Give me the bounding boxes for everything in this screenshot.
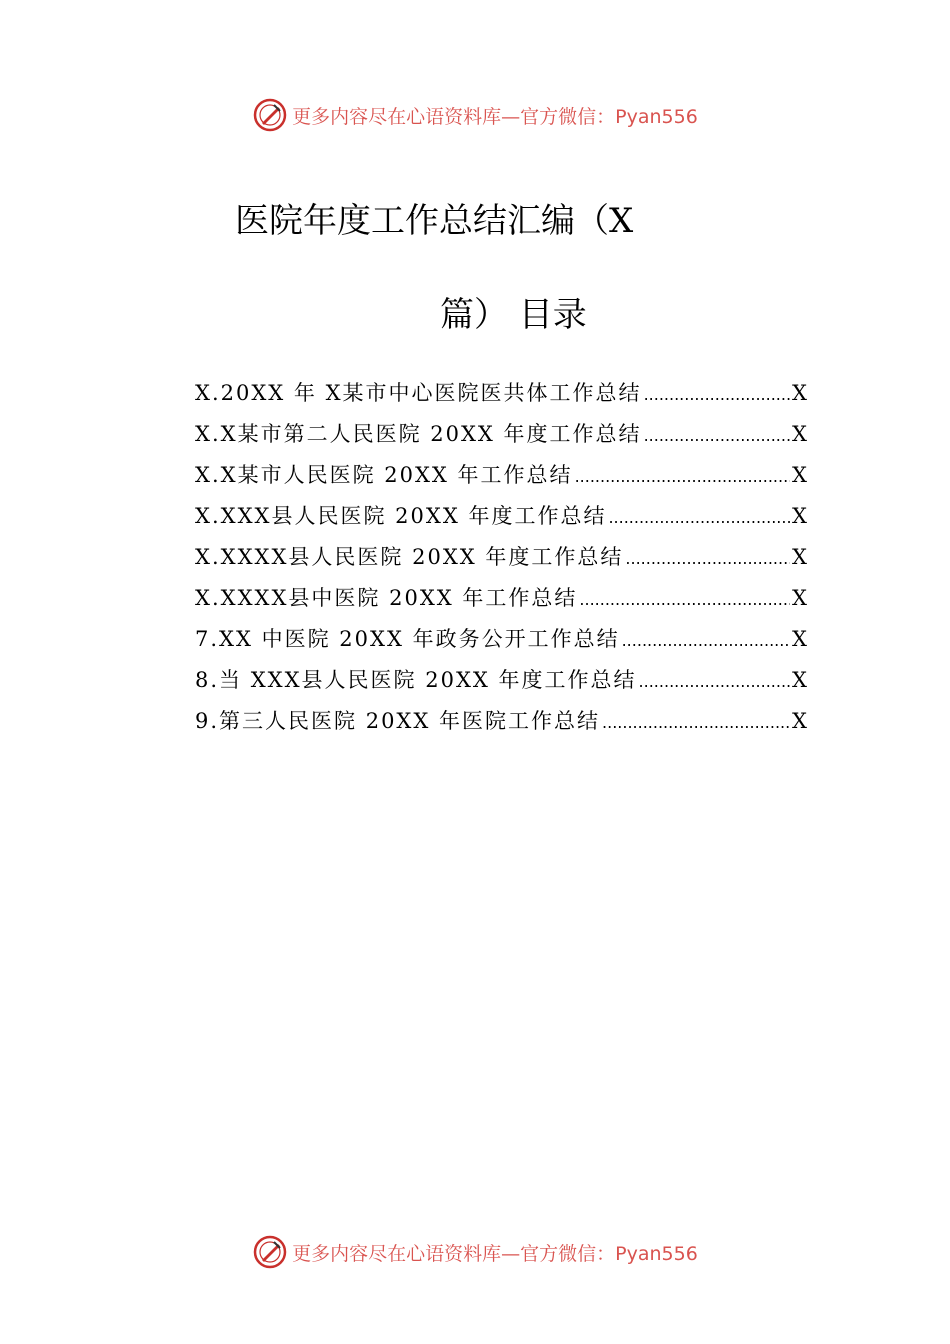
banner-text — [292, 102, 698, 129]
toc-item-title: 8.当 XXX县人民医院 20XX 年度工作总结 — [195, 668, 637, 692]
toc-item-title: X.X某市第二人民医院 20XX 年度工作总结 — [195, 422, 642, 446]
toc-leader-dots — [644, 385, 790, 404]
document-title-line-1: 医院年度工作总结汇编（X — [235, 201, 634, 241]
toc-leader-dots — [644, 426, 790, 445]
toc-item[interactable] — [195, 705, 807, 746]
toc-leader-dots — [579, 590, 790, 609]
toc-leader-dots — [602, 713, 790, 732]
toc-item[interactable] — [195, 500, 807, 541]
toc-item-page: X — [792, 504, 807, 528]
toc-item[interactable] — [195, 664, 807, 705]
toc-leader-dots — [622, 631, 790, 650]
toc-item-title: 7.XX 中医院 20XX 年政务公开工作总结 — [195, 627, 620, 651]
toc-item-page: X — [792, 463, 807, 487]
toc-item-page: X — [792, 381, 807, 405]
toc-item-page: X — [792, 627, 807, 651]
toc-item[interactable] — [195, 582, 807, 623]
toc-item-title: 9.第三人民医院 20XX 年医院工作总结 — [195, 709, 601, 733]
toc-leader-dots — [575, 467, 790, 486]
red-seal-icon — [252, 1234, 288, 1270]
table-of-contents — [195, 377, 807, 746]
toc-item-title: X.XXXX县人民医院 20XX 年度工作总结 — [195, 545, 624, 569]
banner-slogan: 更多内容尽在心语资料库—官方微信： — [292, 1242, 616, 1265]
toc-item-title: X.XXXX县中医院 20XX 年工作总结 — [195, 586, 578, 610]
toc-item[interactable] — [195, 459, 807, 500]
toc-item-title: X.20XX 年 X某市中心医院医共体工作总结 — [195, 381, 642, 405]
header-banner — [0, 95, 950, 135]
toc-item[interactable] — [195, 623, 807, 664]
red-seal-icon — [252, 97, 288, 133]
toc-item-page: X — [792, 586, 807, 610]
footer-banner — [0, 1232, 950, 1272]
toc-leader-dots — [639, 672, 791, 691]
toc-item[interactable] — [195, 377, 807, 418]
banner-text — [292, 1239, 698, 1266]
document-title-line-2: 篇） 目录 — [440, 295, 587, 335]
toc-item-title: X.X某市人民医院 20XX 年工作总结 — [195, 463, 573, 487]
toc-item-page: X — [792, 422, 807, 446]
banner-wechat-id: Pyan556 — [615, 1242, 698, 1265]
toc-item-page: X — [792, 668, 807, 692]
banner-wechat-id: Pyan556 — [615, 105, 698, 128]
toc-leader-dots — [625, 549, 790, 568]
toc-item[interactable] — [195, 418, 807, 459]
banner-slogan: 更多内容尽在心语资料库—官方微信： — [292, 105, 616, 128]
toc-item[interactable] — [195, 541, 807, 582]
toc-item-title: X.XXX县人民医院 20XX 年度工作总结 — [195, 504, 607, 528]
toc-leader-dots — [608, 508, 790, 527]
toc-item-page: X — [792, 709, 807, 733]
toc-item-page: X — [792, 545, 807, 569]
